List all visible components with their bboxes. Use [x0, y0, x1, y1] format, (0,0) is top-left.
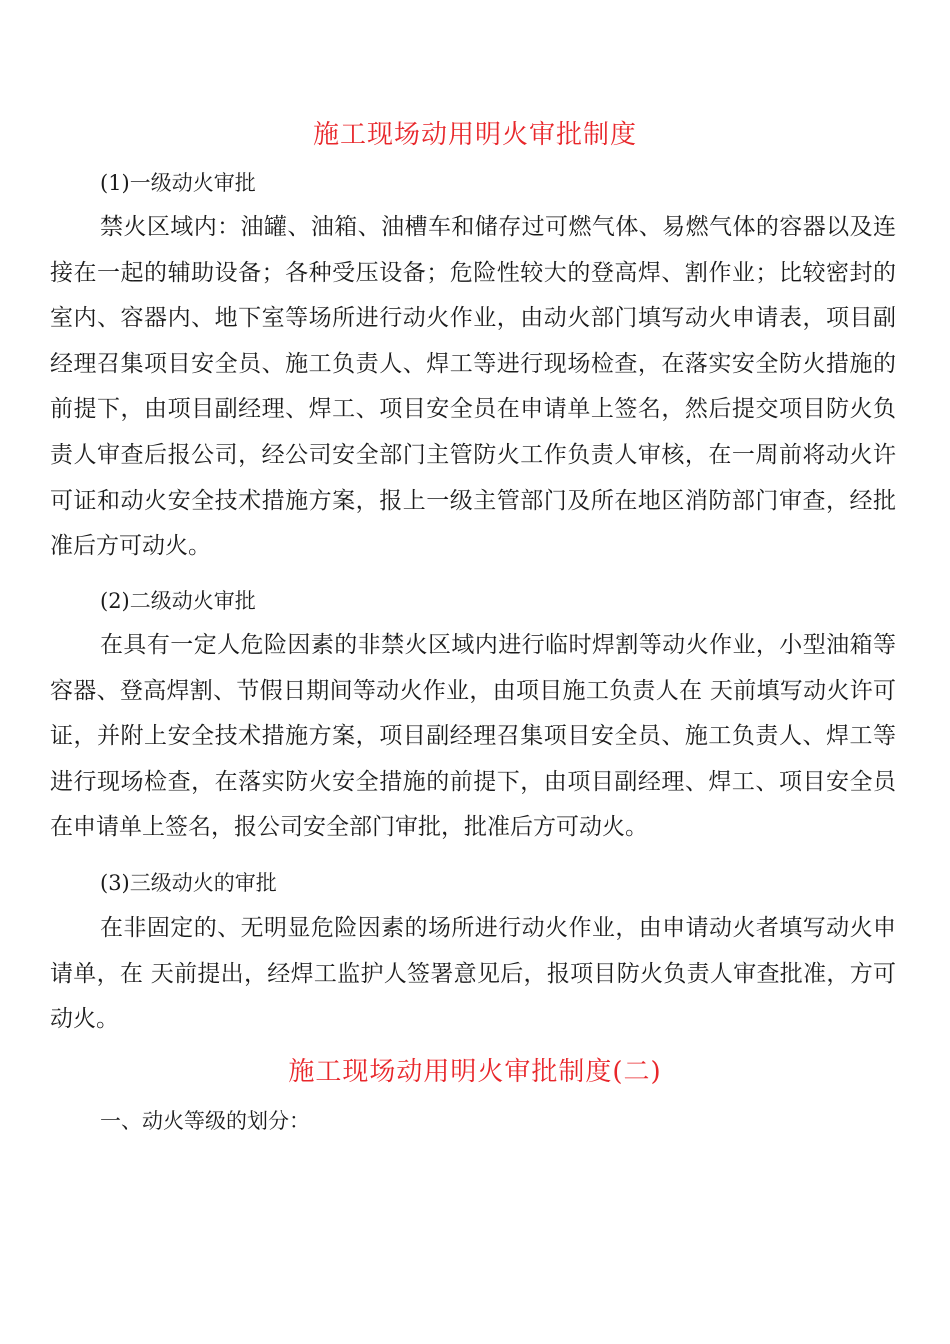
section-body-level-2: 在具有一定人危险因素的非禁火区域内进行临时焊割等动火作业，小型油箱等容器、登高焊割、节假日期间等动火作业，由项目施工负责人在 天前填写动火许可证，并附上安全技术措施方案，项目副经理召集项目安全员、施工负责人、焊工等进行现场检查，在落实防火安全措施的前提下，由项目副经理、焊工、项目安全员在申请单上签名，报公司安全部门审批，批准后方可动火。 [50, 632, 896, 841]
section-body-level-1: 禁火区域内：油罐、油箱、油槽车和储存过可燃气体、易燃气体的容器以及连接在一起的辅助设备；各种受压设备；危险性较大的登高焊、割作业；比较密封的室内、容器内、地下室等场所进行动火作业，由动火部门填写动火申请表，项目副经理召集项目安全员、施工负责人、焊工等进行现场检查，在落实安全防火措施的前提下，由项目副经理、焊工、项目安全员在申请单上签名，然后提交项目防火负责人审查后报公司，经公司安全部门主管防火工作负责人审核，在一周前将动火许可证和动火安全技术措施方案，报上一级主管部门及所在地区消防部门审查，经批准后方可动火。 [50, 214, 896, 560]
section-body-level-3: 在非固定的、无明显危险因素的场所进行动火作业，由申请动火者填写动火申请单，在 天前提出，经焊工监护人签署意见后，报项目防火负责人审查批准，方可动火。 [50, 915, 896, 1033]
section-heading-level-2: (2)二级动火审批 [100, 589, 256, 613]
part-one-heading: 一、动火等级的划分： [100, 1109, 310, 1133]
section-heading-level-3: (3)三级动火的审批 [100, 871, 277, 895]
document-title: 施工现场动用明火审批制度 [312, 120, 637, 150]
section-heading-level-1: (1)一级动火审批 [100, 171, 256, 195]
document-title-part-two: 施工现场动用明火审批制度(二) [288, 1057, 662, 1087]
